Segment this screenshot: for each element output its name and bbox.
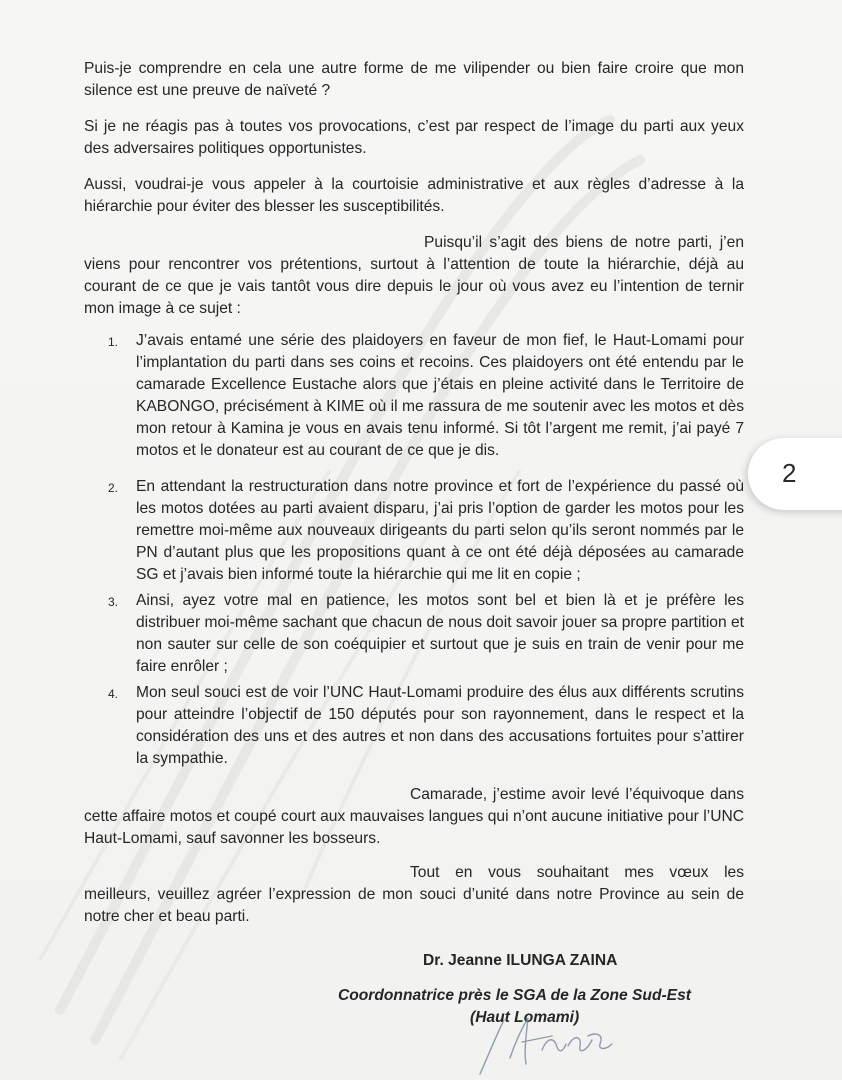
list-item-number: 2.	[108, 481, 119, 495]
page-number: 2	[782, 458, 797, 488]
list-item	[84, 476, 744, 586]
closing-wishes-lead: Tout en vous souhaitant mes vœux les	[410, 864, 744, 881]
list-item-text: J’avais entamé une série des plaidoyers en faveur de mon fief, le Haut-Lomami pour l’implantation du parti dans ses coins et recoins. Ces plaidoyers ont été entendu par le camarade Excellence Eustache alors que j’étais en pleine activité dans le Territoire de KABONGO, précisément à KIME où il me rassura de me soutenir avec les motos et dès mon retour à Kamina je vous en avais tenu informé. Si tôt l’argent me remit, j’ai payé 7 motos et le donateur est au courant de ce que je dis.	[136, 332, 744, 459]
paragraph-closing-wishes	[84, 862, 744, 928]
signatory-title-line2: (Haut Lomami)	[470, 1009, 580, 1026]
list-item-text: Mon seul souci est de voir l’UNC Haut-Lomami produire des élus aux différents scrutins pour atteindre l’objectif de 150 députés pour son rayonnement, dans le respect et la considération des uns et des autres et non dans des accusations fortuites pour s’attirer la sympathie.	[136, 684, 744, 767]
numbered-list	[84, 330, 744, 770]
list-item	[84, 590, 744, 678]
list-item	[84, 682, 744, 770]
closing-wishes-rest: meilleurs, veuillez agréer l’expression de mon souci d’unité dans notre Province au sein de notre cher et beau parti.	[84, 886, 744, 925]
list-item-number: 1.	[108, 335, 119, 349]
list-item	[84, 330, 744, 462]
signatory-name: Dr. Jeanne ILUNGA ZAINA	[423, 952, 618, 969]
paragraph-party-assets-lead: Puisqu’il s’agit des biens de notre parti,	[424, 234, 713, 251]
paragraph-closing-equivocation	[84, 784, 744, 850]
list-item-text: Ainsi, ayez votre mal en patience, les motos sont bel et bien là et je préfère les distribuer moi-même sachant que chacun de nous doit savoir jouer sa propre partition et non sauter sur celle de son coéquipier et surtout que je suis en train de venir pour me faire enrôler ;	[136, 592, 744, 675]
letter-body	[84, 58, 744, 940]
paragraph-courtesy: Aussi, voudrai-je vous appeler à la courtoisie administrative et aux règles d’adresse à la hiérarchie pour éviter des blesser les susceptibilités.	[84, 176, 744, 215]
list-item-text: En attendant la restructuration dans notre province et fort de l’expérience du passé où les motos dotées au parti avaient disparu, j’ai pris l’option de garder les motos pour les remettre moi-même aux nouveaux dirigeants du parti selon qu’ils seront nommés par le PN d’autant plus que les propositions quant à ce ont été déjà déposées au camarade SG et j’avais bien informé toute la hiérarchie qui me lit en copie ;	[136, 478, 744, 583]
paragraph-party-assets	[84, 232, 744, 320]
paragraph-party-assets-rest: j’en viens pour rencontrer vos prétentions, surtout à l’attention de toute la hiérarchie, déjà au courant de ce que je vais tantôt vous dire depuis le jour où vous avez eu l’intention de ternir mon image à ce sujet :	[84, 234, 744, 317]
paragraph-provocations: Si je ne réagis pas à toutes vos provocations, c’est par respect de l’image du parti aux yeux des adversaires politiques opportunistes.	[84, 118, 744, 157]
handwritten-signature	[470, 1006, 620, 1076]
signatory-title-line1: Coordonnatrice près le SGA de la Zone Sud-Est	[338, 987, 691, 1004]
list-item-number: 3.	[108, 595, 119, 609]
list-item-number: 4.	[108, 687, 119, 701]
closing-equivocation-lead: Camarade, j’estime avoir levé l’équivoque	[410, 786, 705, 803]
page-indicator-tab[interactable]	[748, 438, 842, 510]
paragraph-question: Puis-je comprendre en cela une autre forme de me vilipender ou bien faire croire que mon silence est une preuve de naïveté ?	[84, 60, 744, 99]
closing-equivocation-rest: dans cette affaire motos et coupé court aux mauvaises langues qui n’ont aucune initiative pour l’UNC Haut-Lomami, sauf savonner les bosseurs.	[84, 786, 744, 847]
